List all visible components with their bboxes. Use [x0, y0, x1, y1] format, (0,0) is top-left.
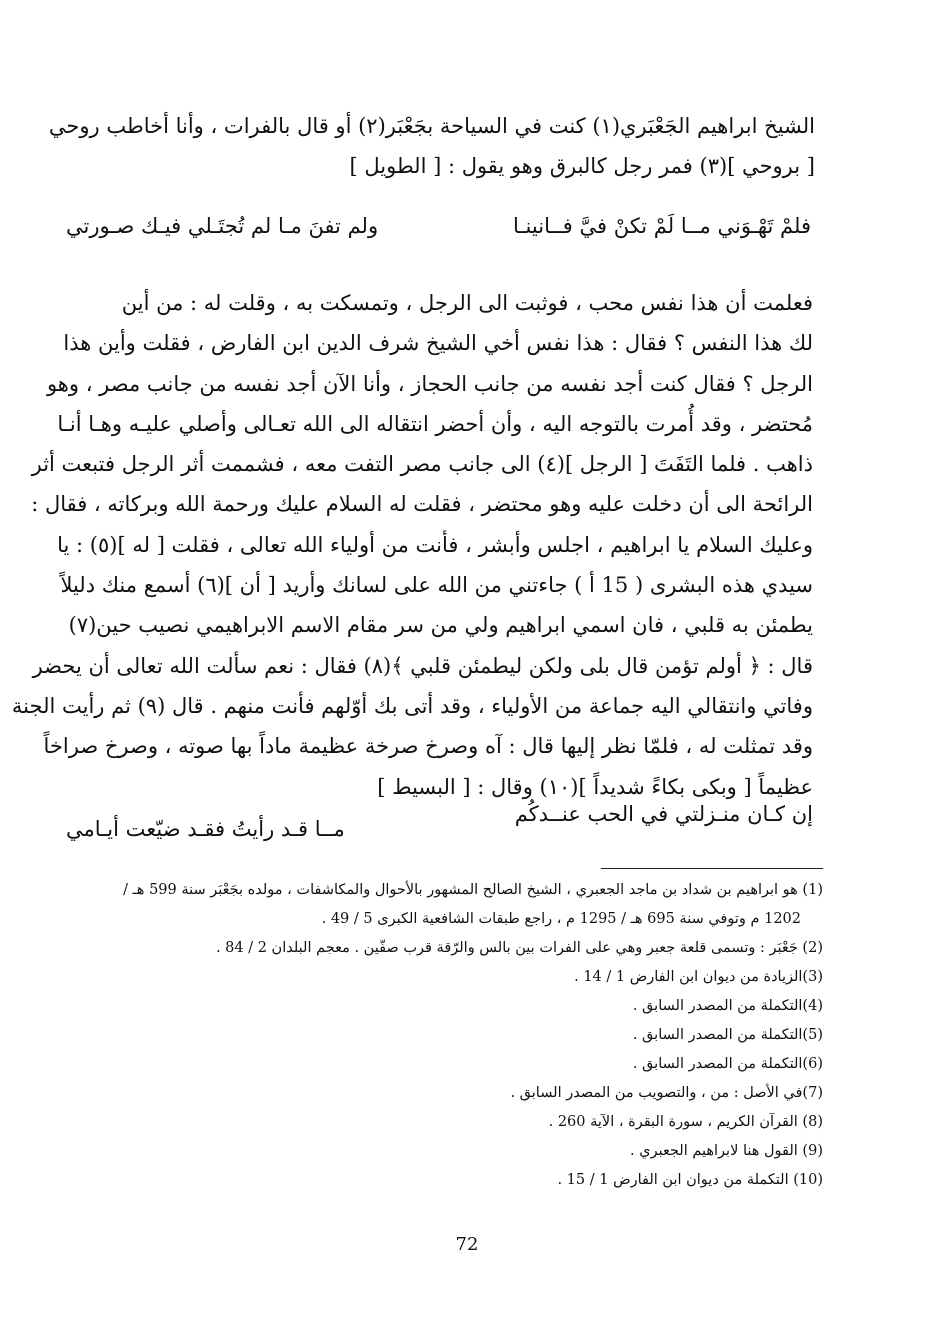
text-line: وعليك السلام يا ابراهيم ، اجلس وأبشر ، فأنت من أولياء الله تعالى ، فقلت [ له ](٥) : يا [57, 532, 813, 557]
footnote: (4)التكملة من المصدر السابق . [632, 998, 823, 1014]
footnote-continuation: 1202 م وتوفي سنة 695 هـ / 1295 م ، راجع طبقات الشافعية الكبرى 5 / 49 . [321, 911, 801, 927]
text-line: الرجل ؟ فقال كنت أجد نفسه من جانب الحجاز ، وأنا الآن أجد نفسه من جانب مصر ، وهو [46, 371, 813, 396]
text-line: فعلمت أن هذا نفس محب ، فوثبت الى الرجل ، وتمسكت به ، وقلت له : من أين [121, 291, 813, 315]
text-line: يطمئن به قلبي ، فان اسمي ابراهيم ولي من سر مقام الاسم الابراهيمي نصيب حين(٧) [68, 613, 813, 638]
verse-2-first-hemistich: إن كـان منـزلتي في الحب عنــدكُم [514, 802, 813, 826]
text-line: ذاهب . فلما التَفَتَ [ الرجل ](٤) الى جانب مصر التفت معه ، فشممت أثر الرجل فتبعت أثر [31, 452, 813, 477]
footnote: (9) القول هنا لابراهيم الجعبري . [630, 1143, 823, 1159]
footnote: (6)التكملة من المصدر السابق . [632, 1056, 823, 1072]
footnote: (3)الزيادة من ديوان ابن الفارض 1 / 14 . [574, 969, 823, 985]
text-line: وقد تمثلت له ، فلمّا نظر إليها قال : آه وصرخ صرخة عظيمة ماداً بها صوته ، وصرخ صراخاً [43, 734, 813, 759]
footnote: (1) هو ابراهيم بن شداد بن ماجد الجعبري ، الشيخ الصالح المشهور بالأحوال والمكاشفات ، مولده بجَعْبَر سنة 599 هـ / [123, 882, 823, 898]
text-line: الرائحة الى أن دخلت عليه وهو محتضر ، فقلت له السلام عليك ورحمة الله وبركاته ، فقال : [31, 492, 813, 517]
text-line: سيدي هذه البشرى ( 15 أ ) جاءتني من الله على لسانك وأريد [ أن ](٦) أسمع منك دليلاً [60, 573, 813, 598]
text-line: لك هذا النفس ؟ فقال : هذا نفس أخي الشيخ شرف الدين ابن الفارض ، فقلت وأين هذا [63, 331, 813, 356]
footnote: (5)التكملة من المصدر السابق . [632, 1027, 823, 1043]
footnote: (10) التكملة من ديوان ابن الفارض 1 / 15 . [557, 1172, 823, 1188]
verse-2-second-hemistich: مــا قـد رأيتُ فقـد ضيّعت أيـامي [66, 817, 345, 841]
page-number: 72 [455, 1234, 479, 1255]
footnotes [103, 876, 823, 1195]
text-line: وفاتي وانتقالي اليه جماعة من الأولياء ، وقد أتى بك أوّلهم فأنت منهم . قال (٩) ثم رأيت الجنة [11, 693, 813, 718]
verse-1-first-hemistich: فلمْ تَهْـوَني مــا لَمْ تكنْ فيَّ فــانينـا [513, 214, 811, 238]
intro-paragraph [48, 106, 815, 187]
text-line: الشيخ ابراهيم الجَعْبَري(١) كنت في السياحة بجَعْبَر(٢) أو قال بالفرات ، وأنا أخاطب روحي [48, 114, 815, 138]
text-line: عظيماً [ وبكى بكاءً شديداً ](١٠) وقال : [ البسيط ] [377, 774, 813, 799]
verse-1-second-hemistich: ولم تفنَ مـا لم تُجتَـلي فيـك صـورتي [66, 214, 379, 238]
footnote-separator [601, 868, 823, 869]
text-line: [ بروحي ](٣) فمر رجل كالبرق وهو يقول : [ الطويل ] [349, 154, 815, 179]
footnote: (2) جَعْبَر : وتسمى قلعة جعبر وهي على الفرات بين بالس والرّقة قرب صفّين . معجم البلدان 2 / 84 . [215, 940, 823, 956]
footnote: (8) القرآن الكريم ، سورة البقرة ، الآية 260 . [548, 1114, 823, 1130]
main-paragraph [11, 283, 813, 807]
text-line: قال : ﴿ أولم تؤمن قال بلى ولكن ليطمئن قلبي ﴾(٨) فقال : نعم سألت الله تعالى أن يحضر [32, 653, 813, 678]
text-line: مُحتضر ، وقد أُمرت بالتوجه اليه ، وأن أحضر انتقاله الى الله تعـالى وأصلي عليـه وهـا أنـا [57, 411, 813, 436]
footnote: (7)في الأصل : من ، والتصويب من المصدر السابق . [510, 1085, 823, 1101]
